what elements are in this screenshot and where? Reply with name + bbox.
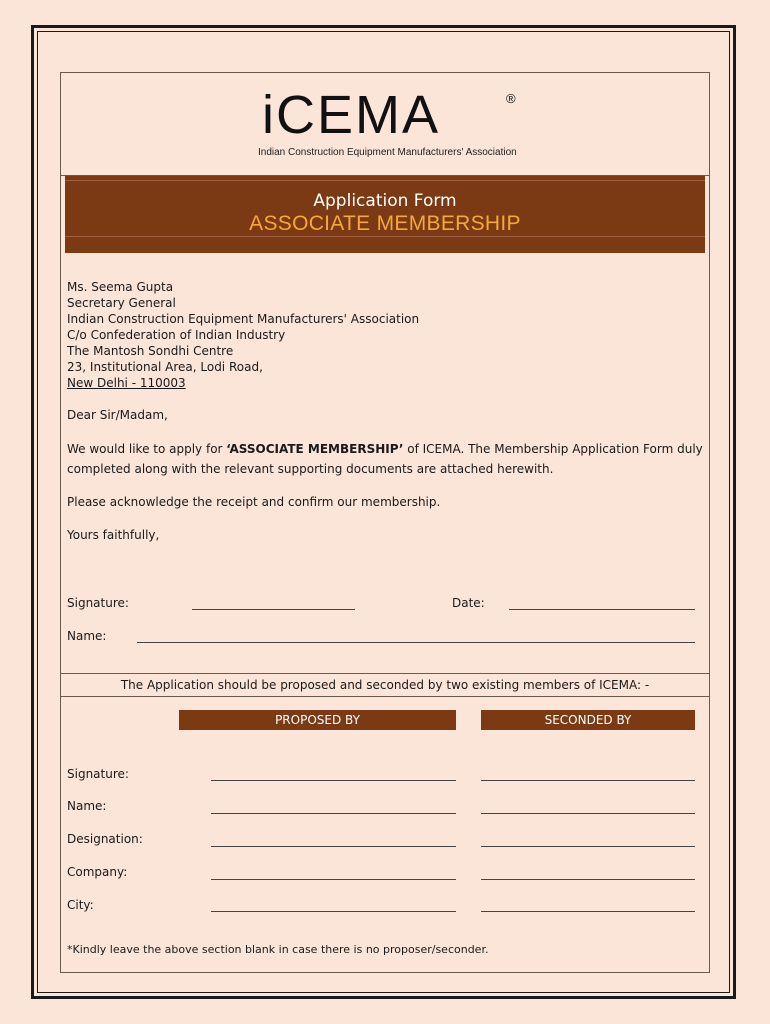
- proposal-note: The Application should be proposed and seconded by two existing members of ICEMA: -: [120, 678, 650, 692]
- proposer-designation-field[interactable]: [211, 846, 456, 847]
- section-divider: [60, 673, 710, 674]
- greeting: Dear Sir/Madam,: [67, 408, 168, 422]
- closing: Yours faithfully,: [67, 528, 160, 542]
- name-field[interactable]: [137, 642, 695, 643]
- banner-rule-bottom: [65, 236, 705, 237]
- section-divider: [60, 696, 710, 697]
- seconder-city-field[interactable]: [481, 911, 695, 912]
- seconded-by-header: SECONDED BY: [481, 710, 695, 730]
- proposal-name-label: Name:: [67, 799, 107, 813]
- acknowledge-text: Please acknowledge the receipt and confirm our membership.: [67, 495, 441, 509]
- address-line: 23, Institutional Area, Lodi Road,: [67, 360, 263, 374]
- letter-body-post: of ICEMA. The Membership Application Form duly completed along with the relevant supporting documents are attached herewith.: [67, 442, 703, 476]
- proposer-name-field[interactable]: [211, 813, 456, 814]
- proposal-city-label: City:: [67, 898, 94, 912]
- proposer-city-field[interactable]: [211, 911, 456, 912]
- letter-body-pre: We would like to apply for: [67, 442, 227, 456]
- signature-label: Signature:: [67, 596, 129, 610]
- date-field[interactable]: [509, 609, 695, 610]
- seconder-company-field[interactable]: [481, 879, 695, 880]
- address-line: Indian Construction Equipment Manufacturers' Association: [67, 312, 420, 326]
- address-line: The Mantosh Sondhi Centre: [67, 344, 234, 358]
- address-line: Secretary General: [67, 296, 176, 310]
- banner-rule-top: [65, 180, 705, 181]
- address-line: New Delhi - 110003: [67, 376, 186, 390]
- icema-logo: [262, 82, 522, 148]
- date-label: Date:: [452, 596, 485, 610]
- footnote: *Kindly leave the above section blank in case there is no proposer/seconder.: [67, 943, 489, 956]
- logo-subtitle: Indian Construction Equipment Manufacturers' Association: [258, 147, 517, 158]
- proposal-company-label: Company:: [67, 865, 128, 879]
- proposal-signature-label: Signature:: [67, 767, 129, 781]
- letter-body: [67, 439, 707, 479]
- seconder-name-field[interactable]: [481, 813, 695, 814]
- proposed-by-header: PROPOSED BY: [179, 710, 456, 730]
- address-line: Ms. Seema Gupta: [67, 280, 174, 294]
- proposer-company-field[interactable]: [211, 879, 456, 880]
- registered-mark: ®: [506, 91, 518, 106]
- signature-field[interactable]: [192, 609, 355, 610]
- proposal-designation-label: Designation:: [67, 832, 143, 846]
- membership-type: ‘ASSOCIATE MEMBERSHIP’: [226, 442, 404, 456]
- logo-text: iCEMA: [262, 85, 441, 145]
- form-subtitle: ASSOCIATE MEMBERSHIP: [249, 212, 521, 235]
- proposer-signature-field[interactable]: [211, 780, 456, 781]
- name-label: Name:: [67, 629, 107, 643]
- seconder-signature-field[interactable]: [481, 780, 695, 781]
- address-line: C/o Confederation of Indian Industry: [67, 328, 286, 342]
- seconder-designation-field[interactable]: [481, 846, 695, 847]
- form-title: Application Form: [313, 191, 457, 211]
